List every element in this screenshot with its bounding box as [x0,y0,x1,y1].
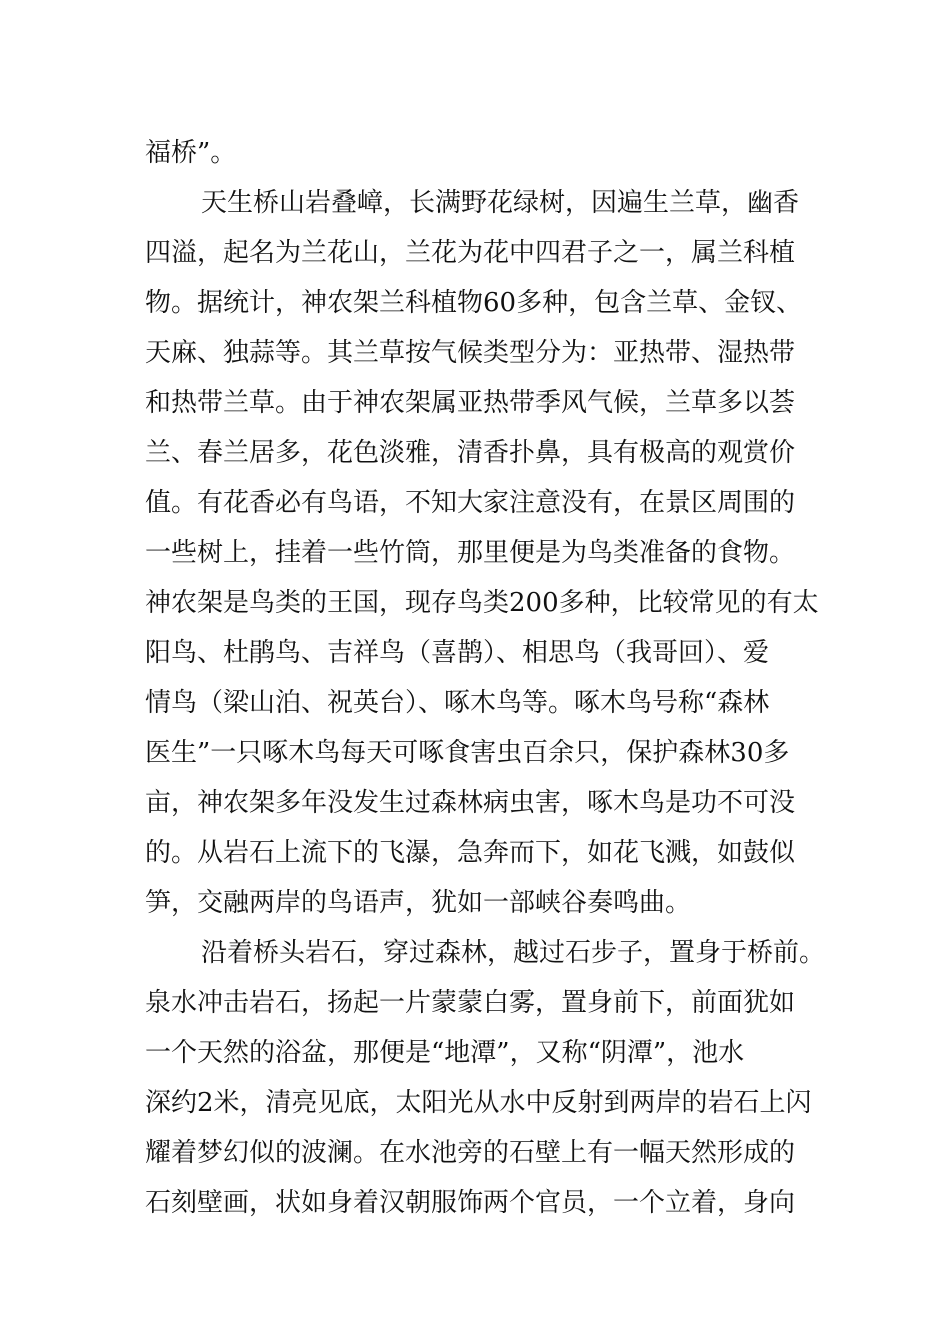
text-line: 值。有花香必有鸟语，不知大家注意没有，在景区周围的 [145,488,796,518]
text-line: 四溢，起名为兰花山，兰花为花中四君子之一，属兰科植 [145,238,796,268]
text-line: 一个天然的浴盆，那便是“地潭”，又称“阴潭”，池水 [145,1038,745,1068]
text-line: 耀着梦幻似的波澜。在水池旁的石壁上有一幅天然形成的 [145,1138,796,1168]
text-line: 天麻、独蒜等。其兰草按气候类型分为：亚热带、湿热带 [145,338,796,368]
text-line: 深约2米，清亮见底，太阳光从水中反射到两岸的岩石上闪 [145,1088,812,1118]
text-line: 福桥”。 [145,138,237,168]
text-line: 笋，交融两岸的鸟语声，犹如一部峡谷奏鸣曲。 [145,888,692,918]
text-line: 医生”一只啄木鸟每天可啄食害虫百余只，保护森林30多 [145,738,790,768]
text-line: 石刻壁画，状如身着汉朝服饰两个官员，一个立着，身向 [145,1188,796,1218]
document-body [145,128,825,1228]
text-line: 情鸟（梁山泊、祝英台）、啄木鸟等。啄木鸟号称“森林 [145,688,770,718]
text-line: 和热带兰草。由于神农架属亚热带季风气候，兰草多以荟 [145,388,796,418]
text-line: 兰、春兰居多，花色淡雅，清香扑鼻，具有极高的观赏价 [145,438,796,468]
text-line: 神农架是鸟类的王国，现存鸟类200多种，比较常见的有太 [145,588,819,618]
text-line: 物。据统计，神农架兰科植物60多种，包含兰草、金钗、 [145,288,803,318]
text-line: 泉水冲击岩石，扬起一片蒙蒙白雾，置身前下，前面犹如 [145,988,796,1018]
paragraph-first-line: 沿着桥头岩石，穿过森林，越过石步子，置身于桥前。 [201,938,826,968]
text-line: 的。从岩石上流下的飞瀑，急奔而下，如花飞溅，如鼓似 [145,838,796,868]
text-line: 阳鸟、杜鹃鸟、吉祥鸟（喜鹊）、相思鸟（我哥回）、爱 [145,638,770,668]
paragraph-first-line: 天生桥山岩叠嶂，长满野花绿树，因遍生兰草，幽香 [201,188,800,218]
text-line: 亩，神农架多年没发生过森林病虫害，啄木鸟是功不可没 [145,788,796,818]
text-line: 一些树上，挂着一些竹筒，那里便是为鸟类准备的食物。 [145,538,796,568]
